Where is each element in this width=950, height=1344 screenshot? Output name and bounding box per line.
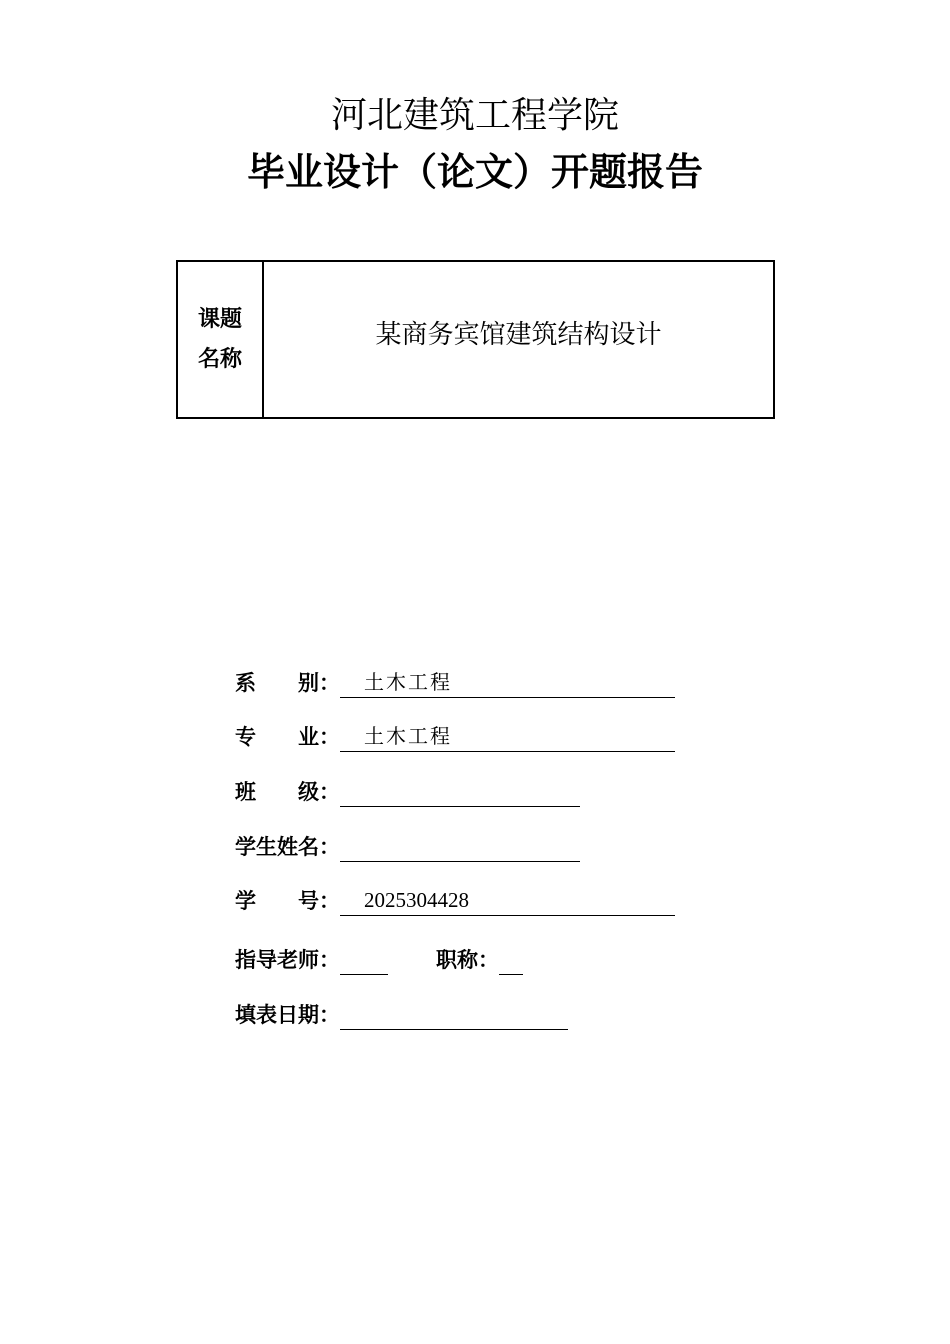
topic-value-cell (264, 262, 773, 417)
department-row (235, 662, 675, 698)
major-row (235, 716, 675, 752)
major-label: 专 业： (235, 725, 340, 749)
student-name-label: 学生姓名： (235, 835, 340, 859)
advisor-label: 指导老师： (235, 948, 340, 972)
topic-label-cell (178, 262, 264, 417)
student-id-label: 学 号： (235, 889, 340, 913)
advisor-title-label: 职称： (436, 948, 499, 972)
date-label: 填表日期： (235, 1003, 340, 1027)
student-name-row (235, 826, 580, 862)
advisor-title-field (499, 945, 523, 975)
student-id-row (235, 880, 675, 916)
advisor-row (235, 939, 523, 975)
department-label: 系 别： (235, 671, 340, 695)
department-field: 土木工程 (340, 668, 675, 698)
class-label: 班 级： (235, 780, 340, 804)
topic-label-line2: 名称 (197, 346, 242, 372)
class-row (235, 771, 580, 807)
report-title: 毕业设计（论文）开题报告 (246, 150, 703, 194)
topic-label-line1: 课题 (197, 306, 242, 332)
date-row (235, 994, 568, 1030)
class-field (340, 777, 580, 807)
student-name-field (340, 832, 580, 862)
date-field (340, 1000, 568, 1030)
advisor-field (340, 945, 388, 975)
student-id-field: 2025304428 (340, 886, 675, 916)
school-name: 河北建筑工程学院 (330, 95, 619, 136)
topic-table (176, 260, 775, 419)
major-field: 土木工程 (340, 722, 675, 752)
topic-value: 某商务宾馆建筑结构设计 (375, 320, 662, 350)
